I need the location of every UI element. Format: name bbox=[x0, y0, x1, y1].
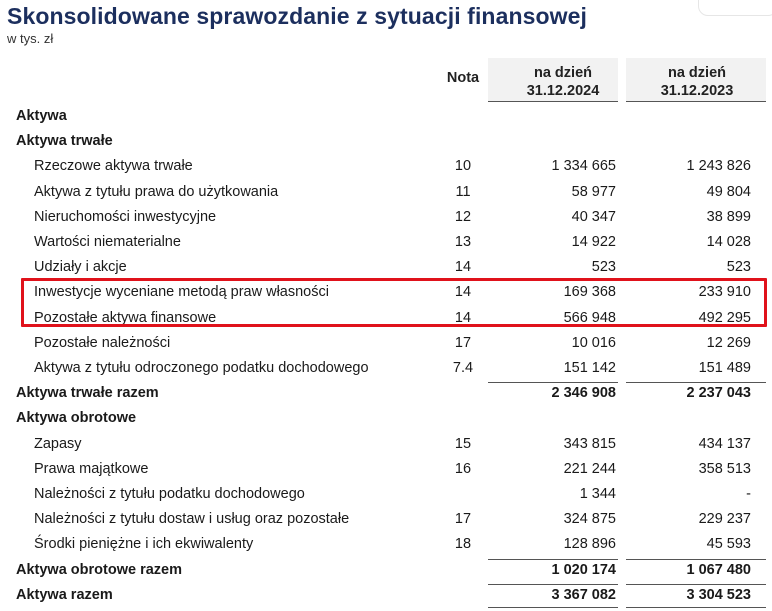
row-label: Nieruchomości inwestycyjne bbox=[34, 209, 217, 225]
row-label: Aktywa z tytułu odroczonego podatku dochodowego bbox=[34, 360, 369, 376]
row-value-2024: 1 344 bbox=[579, 486, 616, 502]
table-row bbox=[0, 356, 772, 381]
row-nota: 13 bbox=[454, 234, 472, 250]
row-value-2024: 324 875 bbox=[563, 511, 616, 527]
row-value-2023: 1 243 826 bbox=[686, 158, 751, 174]
row-label: Rzeczowe aktywa trwałe bbox=[34, 158, 193, 174]
row-value-2023: 151 489 bbox=[698, 360, 751, 376]
row-value-2024: 1 334 665 bbox=[551, 158, 616, 174]
table-row bbox=[0, 255, 772, 280]
row-value-2023: 45 593 bbox=[706, 536, 751, 552]
row-value-2023: 229 237 bbox=[698, 511, 751, 527]
column-header-2024-caption: na dzień bbox=[533, 65, 592, 81]
row-value-2023: 2 237 043 bbox=[686, 385, 751, 401]
row-label: Zapasy bbox=[34, 436, 82, 452]
total-rule bbox=[626, 607, 766, 608]
total-rule bbox=[626, 559, 766, 560]
total-rule bbox=[488, 607, 618, 608]
column-header-2023 bbox=[634, 64, 760, 100]
row-value-2023: 492 295 bbox=[698, 310, 751, 326]
row-value-2023: - bbox=[746, 486, 751, 502]
total-rule bbox=[488, 584, 618, 585]
header-rule-2023 bbox=[626, 101, 766, 102]
unit-label: w tys. zł bbox=[7, 31, 54, 46]
row-value-2024: 2 346 908 bbox=[551, 385, 616, 401]
row-label: Udziały i akcje bbox=[34, 259, 127, 275]
row-nota: 14 bbox=[454, 310, 472, 326]
table-row bbox=[0, 230, 772, 255]
row-value-2024: 3 367 082 bbox=[551, 587, 616, 603]
table-row bbox=[0, 381, 772, 406]
row-label: Należności z tytułu dostaw i usług oraz pozostałe bbox=[34, 511, 350, 527]
total-rule bbox=[626, 382, 766, 383]
corner-card bbox=[698, 0, 772, 16]
row-value-2024: 523 bbox=[591, 259, 616, 275]
column-header-2023-caption: na dzień bbox=[667, 65, 726, 81]
table-row bbox=[0, 406, 772, 431]
row-nota: 14 bbox=[454, 284, 472, 300]
row-value-2023: 358 513 bbox=[698, 461, 751, 477]
row-label: Aktywa z tytułu prawa do użytkowania bbox=[34, 184, 279, 200]
table-row bbox=[0, 129, 772, 154]
total-rule bbox=[488, 559, 618, 560]
row-value-2023: 523 bbox=[726, 259, 751, 275]
total-rule bbox=[488, 382, 618, 383]
row-nota: 16 bbox=[454, 461, 472, 477]
row-nota: 15 bbox=[454, 436, 472, 452]
row-value-2023: 49 804 bbox=[706, 184, 751, 200]
column-header-2024-date: 31.12.2024 bbox=[526, 83, 600, 99]
row-nota: 17 bbox=[454, 335, 472, 351]
row-label: Środki pieniężne i ich ekwiwalenty bbox=[34, 536, 254, 552]
row-value-2023: 12 269 bbox=[706, 335, 751, 351]
row-value-2024: 58 977 bbox=[571, 184, 616, 200]
column-header-2024 bbox=[500, 64, 626, 100]
table-row bbox=[0, 154, 772, 179]
header-rule-2024 bbox=[488, 101, 618, 102]
row-label: Inwestycje wyceniane metodą praw własności bbox=[34, 284, 329, 300]
highlight-box bbox=[21, 278, 767, 327]
row-label: Aktywa trwałe razem bbox=[16, 385, 159, 401]
row-value-2024: 151 142 bbox=[563, 360, 616, 376]
row-value-2024: 221 244 bbox=[563, 461, 616, 477]
row-label: Aktywa obrotowe bbox=[16, 410, 137, 426]
row-label: Należności z tytułu podatku dochodowego bbox=[34, 486, 305, 502]
row-nota: 7.4 bbox=[452, 360, 474, 376]
row-nota: 18 bbox=[454, 536, 472, 552]
row-value-2023: 38 899 bbox=[706, 209, 751, 225]
row-value-2023: 3 304 523 bbox=[686, 587, 751, 603]
row-value-2023: 233 910 bbox=[698, 284, 751, 300]
row-label: Wartości niematerialne bbox=[34, 234, 181, 250]
row-value-2024: 10 016 bbox=[571, 335, 616, 351]
row-value-2024: 128 896 bbox=[563, 536, 616, 552]
row-value-2024: 1 020 174 bbox=[551, 562, 616, 578]
row-value-2024: 566 948 bbox=[563, 310, 616, 326]
table-row bbox=[0, 331, 772, 356]
table-row bbox=[0, 583, 772, 608]
row-nota: 11 bbox=[455, 184, 471, 200]
row-nota: 17 bbox=[454, 511, 472, 527]
table-row bbox=[0, 507, 772, 532]
total-rule bbox=[626, 584, 766, 585]
row-label: Pozostałe należności bbox=[34, 335, 171, 351]
table-row bbox=[0, 104, 772, 129]
table-row bbox=[0, 482, 772, 507]
row-value-2024: 14 922 bbox=[571, 234, 616, 250]
row-value-2023: 434 137 bbox=[698, 436, 751, 452]
table-row bbox=[0, 532, 772, 557]
row-value-2024: 343 815 bbox=[563, 436, 616, 452]
table-row bbox=[0, 432, 772, 457]
page-title: Skonsolidowane sprawozdanie z sytuacji finansowej bbox=[7, 3, 588, 29]
table-row bbox=[0, 205, 772, 230]
row-label: Pozostałe aktywa finansowe bbox=[34, 310, 217, 326]
row-nota: 14 bbox=[454, 259, 472, 275]
row-label: Aktywa trwałe bbox=[16, 133, 113, 149]
column-header-nota: Nota bbox=[446, 70, 480, 86]
table-row bbox=[0, 457, 772, 482]
table-row bbox=[0, 558, 772, 583]
row-nota: 12 bbox=[454, 209, 472, 225]
row-value-2023: 1 067 480 bbox=[686, 562, 751, 578]
row-value-2024: 40 347 bbox=[571, 209, 616, 225]
row-label: Prawa majątkowe bbox=[34, 461, 149, 477]
row-label: Aktywa razem bbox=[16, 587, 113, 603]
table-row bbox=[0, 180, 772, 205]
row-label: Aktywa obrotowe razem bbox=[16, 562, 182, 578]
row-value-2024: 169 368 bbox=[563, 284, 616, 300]
row-nota: 10 bbox=[454, 158, 472, 174]
column-header-2023-date: 31.12.2023 bbox=[660, 83, 734, 99]
row-value-2023: 14 028 bbox=[706, 234, 751, 250]
row-label: Aktywa bbox=[16, 108, 67, 124]
